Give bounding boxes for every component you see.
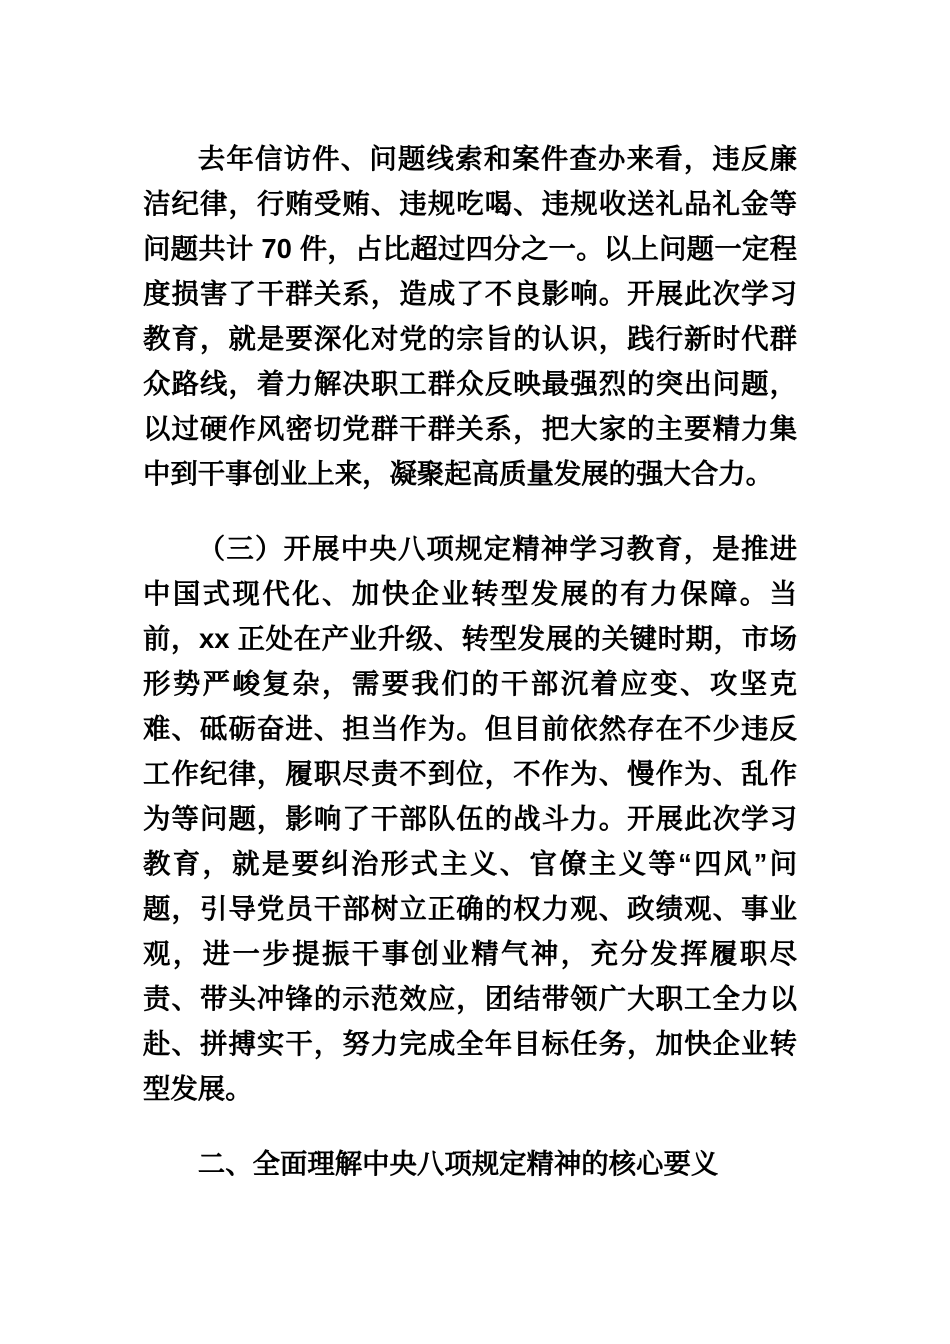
paragraph-2: （三）开展中央八项规定精神学习教育，是推进中国式现代化、加快企业转型发展的有力保障。当前，xx 正处在产业升级、转型发展的关键时期，市场形势严峻复杂，需要我们的干部沉着应变、攻坚克难、砥砺奋进、担当作为。但目前依然存在不少违反工作纪律，履职尽责不到位，不作为、慢作为、乱作为等问题，影响了干部队伍的战斗力。开展此次学习教育，就是要纠治形式主义、官僚主义等“四风”问题，引导党员干部树立正确的权力观、政绩观、事业观，进一步提振干事创业精气神，充分发挥履职尽责、带头冲锋的示范效应，团结带领广大职工全力以赴、拼搏实干，努力完成全年目标任务，加快企业转型发展。 [143, 533, 797, 1104]
section-heading-2: 二、全面理解中央八项规定精神的核心要义 [197, 1148, 719, 1179]
page-text-body [143, 136, 797, 1186]
heading-spacer [143, 1111, 797, 1141]
paragraph-1: 去年信访件、问题线索和案件查办来看，违反廉洁纪律，行贿受贿、违规吃喝、违规收送礼品礼金等问题共计 70 件，占比超过四分之一。以上问题一定程度损害了干群关系，造成了不良影响。开展此次学习教育，就是要深化对党的宗旨的认识，践行新时代群众路线，着力解决职工群众反映最强烈的突出问题，以过硬作风密切党群干群关系，把大家的主要精力集中到干事创业上来，凝聚起高质量发展的强大合力。 [143, 143, 797, 489]
